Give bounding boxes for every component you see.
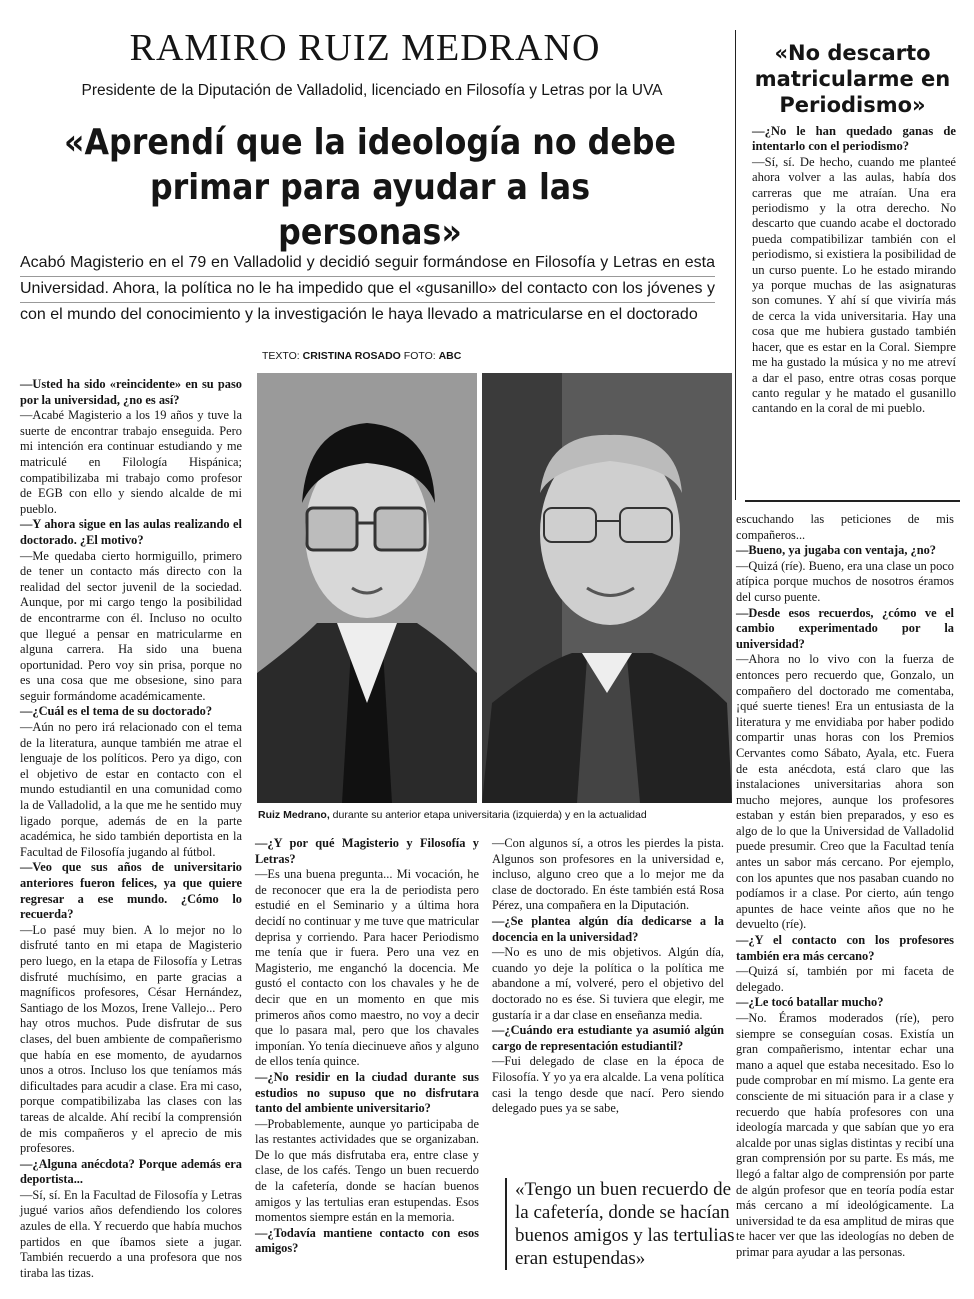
portrait-current-icon [482,373,732,803]
interview-answer: —Sí, sí. En la Facultad de Filosofía y Letras jugué varios años defendiendo los colores azules de ella. Y recuerdo que había muchos partidos en que íbamos siete a jugar. También recuerdo a una profesora que nos tiraba las tizas. [20,1187,242,1280]
interview-question: —Desde esos recuerdos, ¿cómo ve el cambio experimentado por la universidad? [736,605,954,651]
interview-question: —Usted ha sido «reincidente» en su paso por la universidad, ¿no es así? [20,377,242,407]
interview-question: —¿Alguna anécdota? Porque además era deportista... [20,1156,242,1187]
interview-answer: —Lo pasé muy bien. A lo mejor no lo disfruté tanto en mi etapa de Magisterio pero luego, en la etapa de Filosofía y Letras disfruté muchísimo, en parte gracias a magníficos profesores, César Hernández, Santiago de los Mozos, Irene Vallejo... Pero hay otros muchos. Pude disfrutar de sus clases, del buen ambiente de compañerismo que había en ese momento, de ayudarnos unos a otros. Incluso los que teníamos más dificultades para acudir a clase. Era mi caso, porque compatibilizaba las clases con las tareas de alcalde. Ahí recibí la comprensión de mis compañeros y el aprecio de mis profesores. [20,922,242,1156]
sidebox-bottom-rule [745,500,960,502]
pull-quote: «Tengo un buen recuerdo de la cafetería, donde se hacían buenos amigos y las tertulias eran estupendas» [505,1178,747,1270]
interview-answer: —Me quedaba cierto hormiguillo, primero de tener un contacto más directo con la realidad del sector juvenil de la sociedad. Aunque, por mi cargo tengo la posibilidad de encontrarme con él. Incluso no oculto que llegué a pensar en matricularme en alguna carrera. Ha sido una buena oportunidad. Pero voy sin prisa, porque no es una cosa que me obsesione, sino para seguir formándome académicamente. [20,548,242,703]
interview-answer: —Aún no pero irá relacionado con el tema de la literatura, aunque también me atrae el lenguaje de los políticos. Pero ya digo, con el objetivo de estar en contacto con el mundo estudiantil en una comunidad como la de Valladolid, a la que me he sentido muy ligado porque, además de en la parte académica, he sido también deportista en la Facultad de Filosofía jugando al fútbol. [20,720,242,859]
interview-question: —¿Se plantea algún día dedicarse a la docencia en la universidad? [492,913,724,944]
interview-question: —¿Todavía mantiene contacto con esos amigos? [255,1225,479,1256]
interview-answer: —No es uno de mis objetivos. Algún día, cuando yo deje la política o la política me abandone a mí, volveré, pero el objetivo del doctorado no es ése. Si tuviera que elegir, me gustaría ir a dar clase en enseñanza media. [492,945,724,1022]
byline-photo-label: FOTO: [403,350,436,362]
interview-answer: —Quizá sí, también por mi faceta de delegado. [736,964,954,994]
photo-past [257,373,477,803]
interview-question: —¿No le han quedado ganas de intentarlo con el periodismo? [752,124,956,154]
interview-answer: —Acabé Magisterio a los 19 años y tuve la suerte de encontrar trabajo enseguida. Pero mi intención era continuar estudiando y me matriculé en Filología Hispánica; compatibilizaba mi trabajo como profesor de EGB con ello y siendo alcalde de mi pueblo. [20,408,242,516]
interview-answer: —Con algunos sí, a otros les pierdes la pista. Algunos son profesores en la universidad e, incluso, alguno creo que a lo mejor me da clase de doctorado. En éste también está Rosa Pérez, una compañera en la Diputación. [492,836,724,913]
sidebox-body [752,124,956,417]
photo-caption [258,809,728,821]
byline-author: CRISTINA ROSADO [302,350,401,362]
interview-answer: escuchando las peticiones de mis compañeros... [736,512,954,542]
interview-answer: —No. Éramos moderados (ríe), pero siempre se conseguían cosas. Existía un gran compañerismo, intentar echar una mano a aquel que estaba necesitado. Eso lo pude comprobar en mí mismo. La gente era consciente de mi situación para ir a clase y recuerdo que había profesores con una ideología marcada y que sabían que yo era alcalde por unas siglas distintas y recibí una gran comprensión por su parte. Es más, me llegó a faltar algo de comprensión por parte de algún profesor que en teoría podía estar más cercano a mí ideológicamente. La universidad te da esa amplitud de miras que te hacer ver que las ideologías no deben de primar para ayudar a las personas. [736,1011,954,1259]
interviewee-subtitle: Presidente de la Diputación de Valladolid, licenciado en Filosofía y Letras por la UVA [81,82,663,99]
interview-answer: —Ahora no lo vivo con la fuerza de entonces pero recuerdo que, Gonzalo, un compañero del doctorado me comentaba, ¡qué suerte tienes! Era un entusiasta de la literatura y me envidiaba por haber podido compartir unas horas con los Premios Cervantes como Sábato, Ayala, etc. Fuera de esta anécdota, está claro que las instalaciones universitarias ahora son mucho mejores, aunque los profesores estaban y están bien preparados, y eso es algo de lo que la Universidad de Valladolid puede presumir. Creo que la Facultad tenía antes un sabor más cercano. Por ejemplo, con los apuntes que nos pasaban cuando no podíamos ir a clase. Por cierto, aún tengo apuntes de hace veinte años que no he devuelto (ríe). [736,652,954,932]
headline: «Aprendí que la ideología no debe primar para ayudar a las personas» [64,122,676,253]
lead-paragraph: Acabó Magisterio en el 79 en Valladolid y decidió seguir formándose en Filosofía y Letras en esta Universidad. Ahora, la política no le ha impedido que el «gusanillo» del contacto con los jóvenes y con el mundo del conocimiento y la investigación le haya llevado a matricularse en el doctorado [20,250,715,328]
interview-answer: —Es una buena pregunta... Mi vocación, he de reconocer que era la de periodista pero estudié en el Seminario y a última hora decidí no continuar y me tuve que matricular deprisa y corriendo. Para hacer Periodismo me tenía que ir fuera. Pero una vez en Magisterio, me enganchó la docencia. Me gustó el contacto con los chavales y he de decir que en un momento en que mis primeros años como maestro, no voy a decir que lo pasara mal, pero que los chavales imponían. Yo tenía diecinueve años y alguno de ellos tenía quince. [255,867,479,1069]
byline [262,350,461,362]
interview-question: —¿Cuándo era estudiante ya asumió algún cargo de representación estudiantil? [492,1023,724,1053]
portrait-young-icon [257,373,477,803]
interview-question: —¿No residir en la ciudad durante sus estudios no supuso que no disfrutara tanto del ambiente universitario? [255,1069,479,1116]
interview-question: —¿Le tocó batallar mucho? [736,995,884,1010]
article-column-3 [492,836,724,1117]
interview-question: —¿Y el contacto con los profesores también era más cercano? [736,933,954,963]
caption-text: durante su anterior etapa universitaria (izquierda) y en la actualidad [329,809,647,821]
interview-answer: —Sí, sí. De hecho, cuando me planteé ahora volver a las aulas, había dos carreras que me atraían. Una era periodismo y la otra derecho. No descarto que cuando acabe el doctorado pueda compatibilizar también con el periodismo, si existiera la posibilidad de un curso puente. Lo he estado mirando ya porque muchas de las asignaturas son comunes. Y ahí sí que viviría más de cerca la vida universitaria. Hay una cosa que me hubiera gustado también hacer, que es estar en la Coral. Siempre me ha gustado la música y no me atreví a dar el paso, entre otras cosas porque canto regular y he matado el gusanillo cantando en la coral de mi pueblo. [752,154,956,416]
interview-answer: —Probablemente, aunque yo participaba de las restantes actividades que se organizaban. De lo que más disfrutaba era, entre clase y clase, de los cafés. Tengo un buen recuerdo de la cafetería, donde se hacían buenos amigos y las tertulias eran estupendas. Esos momentos siempre están en la memoria. [255,1116,479,1225]
interview-question: —Y ahora sigue en las aulas realizando el doctorado. ¿El motivo? [20,517,242,547]
article-column-2 [255,836,479,1257]
interview-question: —¿Y por qué Magisterio y Filosofía y Letras? [255,836,479,866]
interview-answer: —Quizá (ríe). Bueno, era una clase un poco atípica porque muchos de nosotros éramos del curso puente. [736,558,954,604]
interviewee-name: RAMIRO RUIZ MEDRANO [129,27,601,69]
article-column-4 [736,512,954,1261]
interview-question: —¿Cuál es el tema de su doctorado? [20,704,213,719]
sidebox-title: «No descarto matricularme en Periodismo» [754,41,951,117]
sidebox-left-rule [735,30,736,500]
interview-answer: —Fui delegado de clase en la época de Filosofía. Y yo ya era alcalde. La vena política casi la tengo desde que nací. Pero siendo delegado pues ya se sabe, [492,1054,724,1116]
interview-question: —Bueno, ya jugaba con ventaja, ¿no? [736,543,936,558]
article-column-1 [20,377,242,1281]
byline-text-label: TEXTO: [262,350,300,362]
caption-name: Ruiz Medrano, [258,809,330,821]
byline-photo-source: ABC [438,350,462,362]
photo-present [482,373,732,803]
interview-question: —Veo que sus años de universitario anteriores fueron felices, ya que quiere regresar a ese mundo. ¿Cómo lo recuerda? [20,860,242,922]
